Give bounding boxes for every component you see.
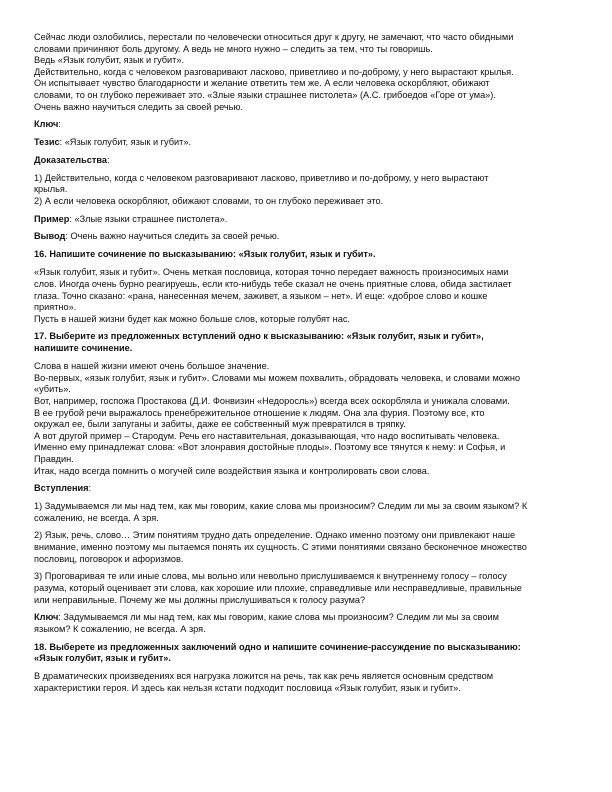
text-line: языком? К сожалению, не всегда. А зря. [34, 623, 206, 634]
example-label: Пример [34, 213, 70, 224]
thesis-label: Тезис [34, 137, 60, 148]
text-line: словами причиняют боль другому. А ведь не много нужно – следить за тем, что ты говоришь. [34, 43, 433, 54]
example-line [34, 214, 582, 226]
intro-paragraph [34, 32, 582, 113]
text-line: Пусть в нашей жизни будет как можно больше слов, которые голубят нас. [34, 313, 351, 324]
conclusion-section [34, 231, 582, 243]
intros-label-block [34, 483, 582, 495]
intros-heading [34, 483, 582, 495]
text-line: В ее грубой речи выражалось пренебрежительное отношение к людям. Она зла фурия. Поэтому все, кто [34, 407, 485, 418]
conclusion-label: Вывод [34, 231, 66, 242]
evidence-line: крылья. [34, 184, 68, 195]
intro-option-3 [34, 571, 582, 606]
task18-paragraph [34, 671, 582, 694]
key-label: Ключ [34, 612, 59, 623]
heading-line: 16. Напишите сочинение по высказыванию: «Язык голубит, язык и губит». [34, 249, 376, 260]
heading-line: «Язык голубит, язык и губит». [34, 653, 171, 664]
task16-heading [34, 249, 582, 261]
text-line: Правдин. [34, 453, 74, 464]
intro-option-2 [34, 530, 582, 565]
task17-paragraph [34, 361, 582, 477]
thesis-section [34, 137, 582, 149]
text-line: внимание, именно поэтому мы пытаемся понять их сущность. С этими понятиями связано бесконечное множество [34, 542, 527, 553]
text-line: приятно». [34, 302, 77, 313]
text-line: Вот, например, госпожа Простакова (Д.И. Фонвизин «Недоросль») всегда всех оскорбляла и унижала словами. [34, 395, 510, 406]
key-section [34, 119, 582, 131]
evidence-line: 2) А если человека оскорбляют, обижают словами, то он глубоко переживает это. [34, 195, 384, 206]
text-line: Очень важно научиться следить за своей речью. [34, 101, 243, 112]
heading-line: 18. Выберете из предложенных заключений одно и напишите сочинение-рассуждение по высказыванию: [34, 641, 521, 652]
intros-label: Вступления [34, 483, 89, 494]
text-line: В драматических произведениях вся нагрузка ложится на речь, так как речь является основным средством [34, 671, 494, 682]
heading-line: напишите сочинение. [34, 343, 133, 354]
task16-paragraph [34, 267, 582, 325]
example-text: : «Злые языки страшнее пистолета». [69, 213, 228, 224]
task17-heading [34, 331, 582, 354]
task17-key [34, 612, 582, 635]
evidence-label-block [34, 155, 582, 167]
text-line: или неправильные. Почему же мы должны прислушиваться к голосу разума? [34, 594, 366, 605]
thesis-line [34, 137, 582, 149]
text-line: словами, то он глубоко переживает это. «Злые языки страшнее пистолета» (А.С. грибоедов «Горе от ума»). [34, 89, 496, 100]
key-text: : Задумываемся ли мы над тем, как мы говорим, какие слова мы произносим? Следим ли мы за своим [58, 612, 499, 623]
text-line: Он испытывает чувство благодарности и желание ответить тем же. А если человека оскорбляют, обижают [34, 78, 490, 89]
task18-heading [34, 642, 582, 665]
text-line: характеристики героя. И здесь как нельзя кстати подходит пословица «Язык голубит, язык и губит». [34, 683, 461, 694]
conclusion-text: : Очень важно научиться следить за своей речью. [65, 231, 280, 242]
text-line: слов. Иногда очень бурно реагируешь, если кто-нибудь тебе сказал не очень приятные слова, обида застилает [34, 278, 512, 289]
evidence-label: Доказательства [34, 154, 107, 165]
text-line: Ведь «Язык голубит, язык и губит». [34, 55, 185, 66]
text-line: глаза. Точно сказано: «рана, нанесенная мечем, заживет, а языком – нет». И еще: «доброе слово и кошке [34, 290, 488, 301]
thesis-text: : «Язык голубит, язык и губит». [59, 137, 191, 148]
text-line: Сейчас люди озлобились, перестали по человечески относиться друг к другу, не замечают, что часто обидными [34, 32, 514, 42]
conclusion-line [34, 231, 582, 243]
evidence-line: 1) Действительно, когда с человеком разговаривают ласково, приветливо и по-доброму, у него вырастают [34, 172, 489, 183]
key-line [34, 119, 582, 131]
text-line: 1) Задумываемся ли мы над тем, как мы говорим, какие слова мы произносим? Следим ли мы за своим языком? К [34, 501, 528, 512]
text-line: 2) Язык, речь, слово… Этим понятиям трудно дать определение. Однако именно поэтому они привлекают наше [34, 530, 516, 541]
text-line: Во-первых, «язык голубит, язык и губит». Словами мы можем похвалить, обрадовать человека, и словами можно [34, 372, 521, 383]
text-line: Действительно, когда с человеком разговаривают ласково, приветливо и по-доброму, у него вырастают крылья. [34, 66, 514, 77]
key-colon: : [58, 119, 61, 130]
key-label: Ключ [34, 119, 59, 130]
example-section [34, 214, 582, 226]
text-line: Именно ему принадлежат слова: «Вот злонравия достойные плоды». Поэтому все тянутся к нему: и Софья, и [34, 442, 506, 453]
heading-line: 17. Выберите из предложенных вступлений одно к высказыванию: «Язык голубит, язык и губит», [34, 331, 484, 342]
key-line [34, 612, 582, 624]
text-line: 3) Проговаривая те или иные слова, мы вольно или невольно прислушиваемся к внутреннему голосу – голосу [34, 571, 507, 582]
text-line: окружал ее, были запуганы и забиты, даже ее собственный муж превратился в тряпку. [34, 419, 406, 430]
intros-colon: : [88, 483, 92, 494]
text-line: «убить». [34, 384, 71, 395]
text-line: «Язык голубит, язык и губит». Очень меткая пословица, которая точно передает важность произносимых нами [34, 267, 509, 278]
evidence-list [34, 173, 582, 208]
text-line: пословиц, поговорок и афоризмов. [34, 553, 184, 564]
intro-option-1 [34, 501, 582, 524]
text-line: Итак, надо всегда помнить о могучей силе воздействия языка и контролировать свои слова. [34, 465, 430, 476]
text-line: Слова в нашей жизни имеют очень большое значение. [34, 361, 270, 372]
evidence-colon: : [106, 154, 110, 165]
text-line: А вот другой пример – Стародум. Речь его наставительная, доказывающая, что надо воспитывать человека. [34, 430, 500, 441]
evidence-heading [34, 155, 582, 167]
document-page [34, 32, 582, 701]
text-line: сожалению, не всегда. А зря. [34, 512, 159, 523]
text-line: разума, который оценивает эти слова, как хорошие или плохие, справедливые или несправедливые, правильные [34, 583, 522, 593]
